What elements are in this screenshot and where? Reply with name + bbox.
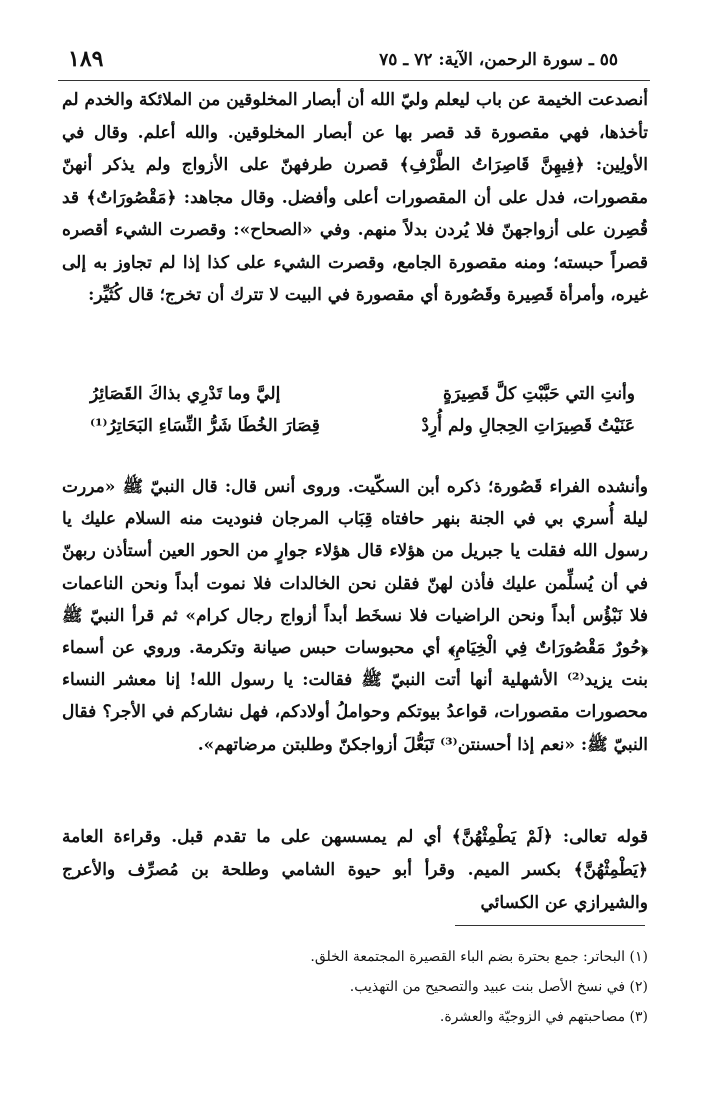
- running-title: ٥٥ ـ سورة الرحمن، الآية: ٧٢ ـ ٧٥: [379, 50, 618, 70]
- header-rule: [58, 80, 650, 81]
- footnote: (٣) مصاحبتهم في الزوجيّة والعشرة.: [439, 1009, 648, 1025]
- page-number: ١٨٩: [68, 46, 104, 72]
- footnotes: [62, 942, 648, 1032]
- main-text-block: [62, 84, 648, 312]
- verse-hemistich-left: قِصَارَ الخُطَا شَرُّ النِّسَاءِ البَحَاتِرُ⁽¹⁾: [90, 416, 320, 436]
- paragraph: وأنشده الفراء قَصُورة؛ ذكره أبن السكّيت. وروى أنس قال: قال النبيّ ﷺ «مررت ليلة أُسري بي في الجنة بنهر حافتاه قِبَاب المرجان فنوديت منه السلام عليك يا رسول الله فقلت يا جبريل من هؤلاء قال هؤلاء جوارٍ من الحور العين أستأذن ربهنّ في أن يُسلِّمن عليك فأذن لهنّ فقلن نحن الخالدات فلا نموت أبداً ونحن الناعمات فلا نَبْؤُس أبداً ونحن الراضيات فلا نسخَط أبداً أزواج رجال كرام» ثم قرأ النبيّ ﷺ ﴿حُورٌ مَقْصُورَاتٌ فِي الْخِيَامِ﴾ أي محبوسات حبس صيانة وتكرمة. وروي عن أسماء بنت يزيد⁽²⁾ الأشهلية أنها أتت النبيّ ﷺ فقالت: يا رسول الله! إنا معشر النساء محصورات مقصورات، قواعدُ بيوتكم وحواملُ أولادكم، فهل نشاركم في الأجر؟ فقال النبيّ ﷺ: «نعم إذا أحسنتن⁽³⁾ تَبَعُّلَ أزواجكنّ وطلبتن مرضاتهم».: [62, 477, 648, 755]
- footnote-rule: [455, 925, 645, 926]
- verse-hemistich-right: عَنَيْتُ قَصِيرَاتِ الحِجالِ ولم أُرِدْ: [421, 416, 635, 436]
- verse-hemistich-right: وأنتِ التي حَبَّبْتِ كلَّ قَصِيرَةٍ: [443, 384, 635, 404]
- poem-verse: [90, 416, 635, 448]
- paragraph: قوله تعالى: ﴿لَمْ يَطْمِثْهُنَّ﴾ أي لم يمسسهن على ما تقدم قبل. وقراءة العامة ﴿يَطْمِثْهُنَّ﴾ بكسر الميم. وقرأ أبو حيوة الشامي وطلحة بن مُصرِّف والأعرج والشيرازي عن الكسائي: [62, 827, 648, 913]
- paragraph: أنصدعت الخيمة عن باب ليعلم وليّ الله أن أبصار المخلوقين من الملائكة والخدم لم تأخذها، فهي مقصورة قد قصر بها عن أبصار المخلوقين. والله أعلم. وقال في الأولِين: ﴿فِيهِنَّ قَاصِرَاتُ الطَّرْفِ﴾ قصرن طرفهنّ على الأزواج ولم يذكر أنهنّ مقصورات، فدل على أن المقصورات أعلى وأفضل. وقال مجاهد: ﴿مَقْصُورَاتٌ﴾ قد قُصِرن على أزواجهنّ فلا يُردن بدلاً منهم. وفي «الصحاح»: وقصرت الشيء أقصره قصراً حبسته؛ ومنه مقصورة الجامع، وقصرت الشيء على كذا إذا لم تجاوز به إلى غيره، وأمرأة قَصِيرة وقَصُورة أي مقصورة في البيت لا تترك أن تخرج؛ قال كُثَيِّر:: [62, 90, 648, 305]
- footnote: (١) البحاتر: جمع بحترة بضم الباء القصيرة المجتمعة الخلق.: [310, 949, 648, 965]
- verse-hemistich-left: إليَّ وما تَدْرِي بذاكَ القَصَائِرُ: [90, 384, 281, 404]
- page-header: [58, 40, 658, 80]
- poem-verse: [90, 384, 635, 416]
- footnote: (٢) في نسخ الأصل بنت عبيد والتصحيح من التهذيب.: [349, 979, 648, 995]
- main-text-block: [62, 454, 648, 778]
- main-text-block: [62, 804, 648, 937]
